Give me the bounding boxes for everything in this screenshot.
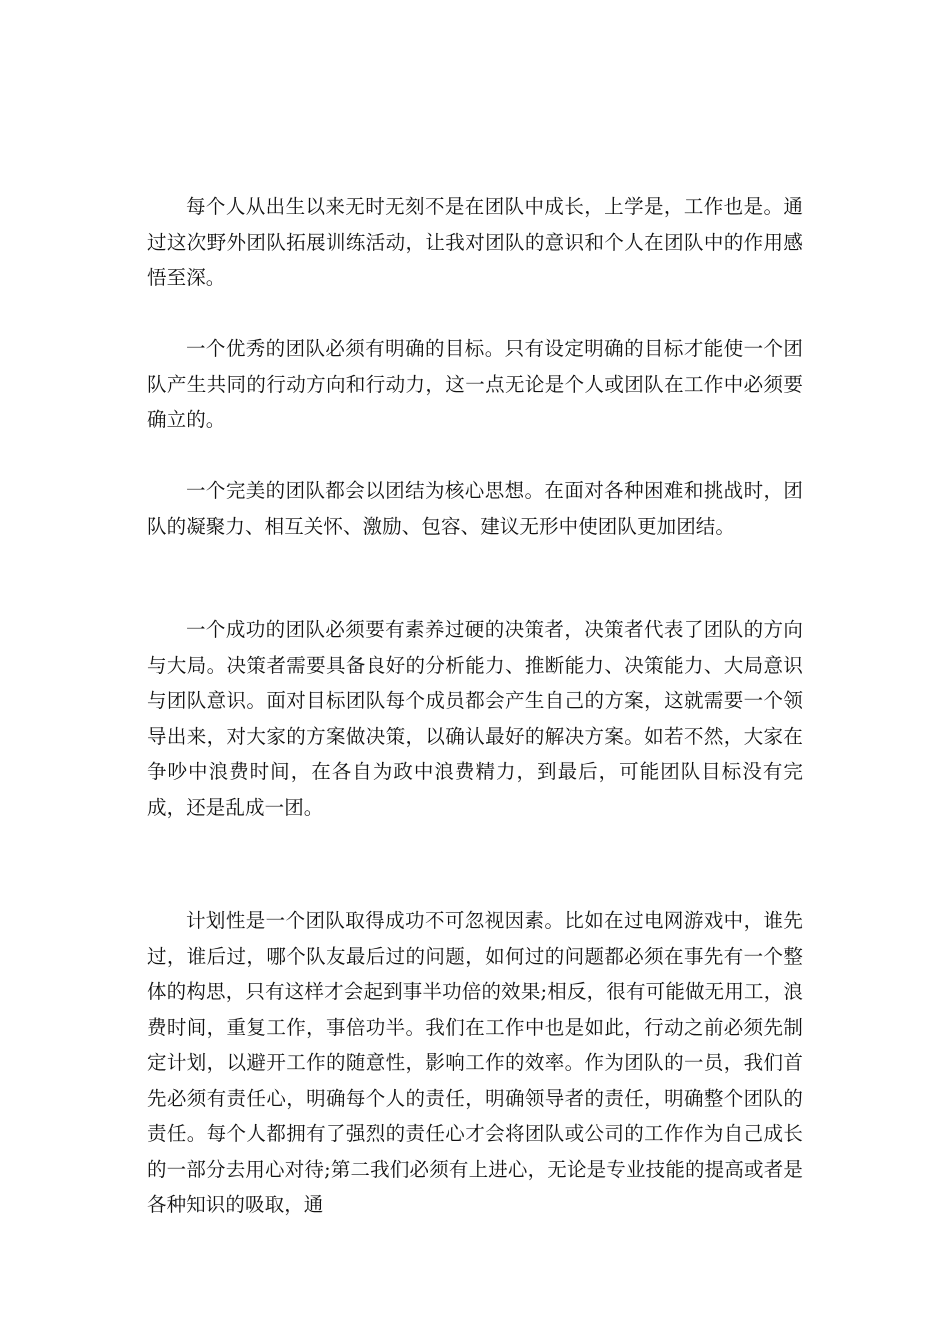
- paragraph-3: 一个完美的团队都会以团结为核心思想。在面对各种困难和挑战时，团队的凝聚力、相互关怀、激励、包容、建议无形中使团队更加团结。: [147, 479, 803, 538]
- paragraph-5: 计划性是一个团队取得成功不可忽视因素。比如在过电网游戏中，谁先过，谁后过，哪个队友最后过的问题，如何过的问题都必须在事先有一个整体的构思，只有这样才会起到事半功倍的效果;相反，很有可能做无用工，浪费时间，重复工作，事倍功半。我们在工作中也是如此，行动之前必须先制定计划，以避开工作的随意性，影响工作的效率。作为团队的一员，我们首先必须有责任心，明确每个人的责任，明确领导者的责任，明确整个团队的责任。每个人都拥有了强烈的责任心才会将团队或公司的工作作为自己成长的一部分去用心对待;第二我们必须有上进心，无论是专业技能的提高或者是各种知识的吸取，通: [147, 909, 803, 1216]
- paragraph-2: 一个优秀的团队必须有明确的目标。只有设定明确的目标才能使一个团队产生共同的行动方向和行动力，这一点无论是个人或团队在工作中必须要确立的。: [147, 337, 803, 431]
- paragraph-1: 每个人从出生以来无时无刻不是在团队中成长，上学是，工作也是。通过这次野外团队拓展训练活动，让我对团队的意识和个人在团队中的作用感悟至深。: [147, 195, 803, 289]
- paragraph-4: 一个成功的团队必须要有素养过硬的决策者，决策者代表了团队的方向与大局。决策者需要具备良好的分析能力、推断能力、决策能力、大局意识与团队意识。面对目标团队每个成员都会产生自己的方案，这就需要一个领导出来，对大家的方案做决策，以确认最好的解决方案。如若不然，大家在争吵中浪费时间，在各自为政中浪费精力，到最后，可能团队目标没有完成，还是乱成一团。: [147, 618, 803, 819]
